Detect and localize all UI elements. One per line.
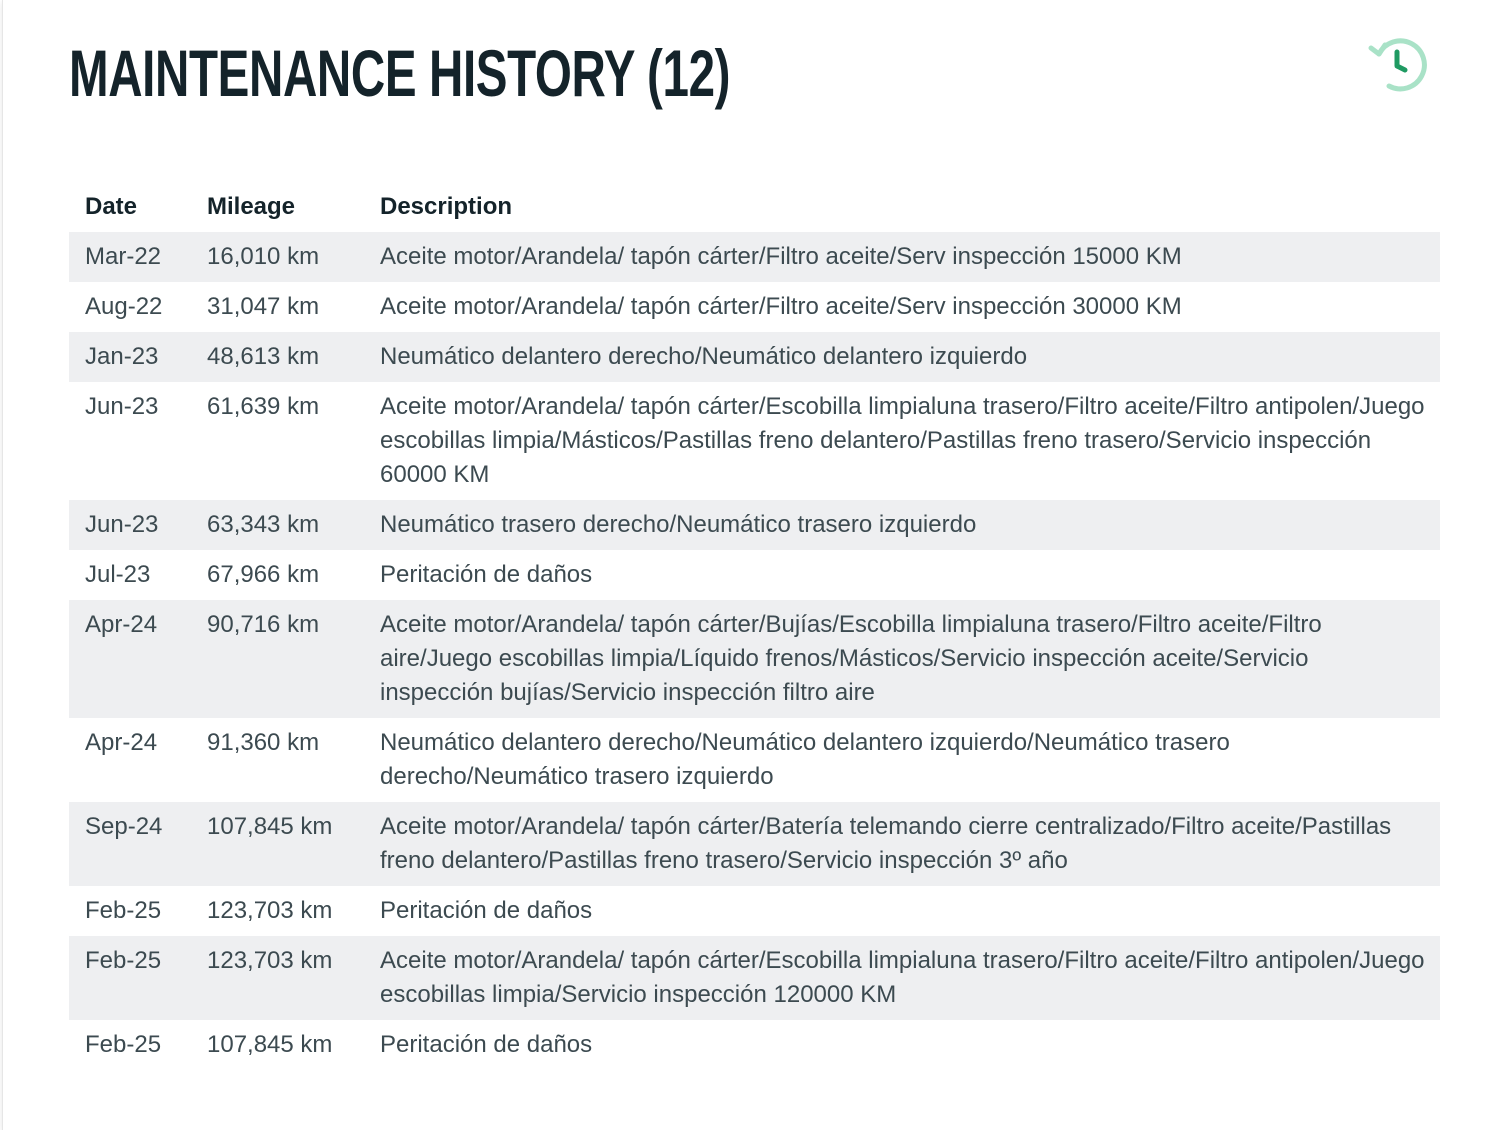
mileage-cell: 48,613 km bbox=[191, 332, 364, 382]
column-header-date[interactable]: Date bbox=[85, 193, 138, 220]
table-row bbox=[69, 232, 1440, 282]
mileage-cell: 16,010 km bbox=[191, 232, 364, 282]
mileage-cell: 123,703 km bbox=[191, 936, 364, 1020]
table-row bbox=[69, 332, 1440, 382]
date-cell: Feb-25 bbox=[69, 1020, 191, 1070]
mileage-cell: 67,966 km bbox=[191, 550, 364, 600]
description-cell: Aceite motor/Arandela/ tapón cárter/Filtro aceite/Serv inspección 30000 KM bbox=[364, 282, 1440, 332]
mileage-cell: 61,639 km bbox=[191, 382, 364, 500]
mileage-cell: 107,845 km bbox=[191, 1020, 364, 1070]
table-row bbox=[69, 282, 1440, 332]
page-title: MAINTENANCE HISTORY (12) bbox=[69, 36, 731, 110]
mileage-cell: 123,703 km bbox=[191, 886, 364, 936]
table-row bbox=[69, 500, 1440, 550]
description-cell: Neumático delantero derecho/Neumático delantero izquierdo bbox=[364, 332, 1440, 382]
date-cell: Mar-22 bbox=[69, 232, 191, 282]
mileage-cell: 63,343 km bbox=[191, 500, 364, 550]
table-row bbox=[69, 600, 1440, 718]
description-cell: Aceite motor/Arandela/ tapón cárter/Escobilla limpialuna trasero/Filtro aceite/Filtro antipolen/Juego escobillas limpia/Servicio inspección 120000 KM bbox=[364, 936, 1440, 1020]
description-cell: Peritación de daños bbox=[364, 1020, 1440, 1070]
mileage-cell: 31,047 km bbox=[191, 282, 364, 332]
description-cell: Peritación de daños bbox=[364, 886, 1440, 936]
date-cell: Feb-25 bbox=[69, 886, 191, 936]
date-cell: Apr-24 bbox=[69, 600, 191, 718]
date-cell: Jun-23 bbox=[69, 500, 191, 550]
table-row bbox=[69, 886, 1440, 936]
date-cell: Jul-23 bbox=[69, 550, 191, 600]
description-cell: Aceite motor/Arandela/ tapón cárter/Bujías/Escobilla limpialuna trasero/Filtro aceite/Filtro aire/Juego escobillas limpia/Líquido frenos/Másticos/Servicio inspección aceite/Servicio inspección bujías/Servicio inspección filtro aire bbox=[364, 600, 1440, 718]
table-row bbox=[69, 382, 1440, 500]
description-cell: Peritación de daños bbox=[364, 550, 1440, 600]
column-header-description[interactable]: Description bbox=[380, 193, 513, 220]
table-row bbox=[69, 802, 1440, 886]
date-cell: Jan-23 bbox=[69, 332, 191, 382]
maintenance-table bbox=[69, 182, 1440, 1070]
maintenance-history-card bbox=[2, 0, 1498, 1130]
date-cell: Apr-24 bbox=[69, 718, 191, 802]
mileage-cell: 107,845 km bbox=[191, 802, 364, 886]
date-cell: Sep-24 bbox=[69, 802, 191, 886]
table-row bbox=[69, 550, 1440, 600]
mileage-cell: 90,716 km bbox=[191, 600, 364, 718]
mileage-cell: 91,360 km bbox=[191, 718, 364, 802]
description-cell: Aceite motor/Arandela/ tapón cárter/Filtro aceite/Serv inspección 15000 KM bbox=[364, 232, 1440, 282]
table-row bbox=[69, 936, 1440, 1020]
table-header-row bbox=[69, 182, 1440, 232]
date-cell: Jun-23 bbox=[69, 382, 191, 500]
description-cell: Aceite motor/Arandela/ tapón cárter/Escobilla limpialuna trasero/Filtro aceite/Filtro antipolen/Juego escobillas limpia/Másticos/Pastillas freno delantero/Pastillas freno trasero/Servicio inspección 60000 KM bbox=[364, 382, 1440, 500]
description-cell: Neumático delantero derecho/Neumático delantero izquierdo/Neumático trasero derecho/Neumático trasero izquierdo bbox=[364, 718, 1440, 802]
date-cell: Aug-22 bbox=[69, 282, 191, 332]
date-cell: Feb-25 bbox=[69, 936, 191, 1020]
table-row bbox=[69, 1020, 1440, 1070]
description-cell: Neumático trasero derecho/Neumático trasero izquierdo bbox=[364, 500, 1440, 550]
history-icon[interactable] bbox=[1365, 30, 1433, 98]
column-header-mileage[interactable]: Mileage bbox=[207, 193, 296, 220]
table-row bbox=[69, 718, 1440, 802]
description-cell: Aceite motor/Arandela/ tapón cárter/Batería telemando cierre centralizado/Filtro aceite/Pastillas freno delantero/Pastillas freno trasero/Servicio inspección 3º año bbox=[364, 802, 1440, 886]
